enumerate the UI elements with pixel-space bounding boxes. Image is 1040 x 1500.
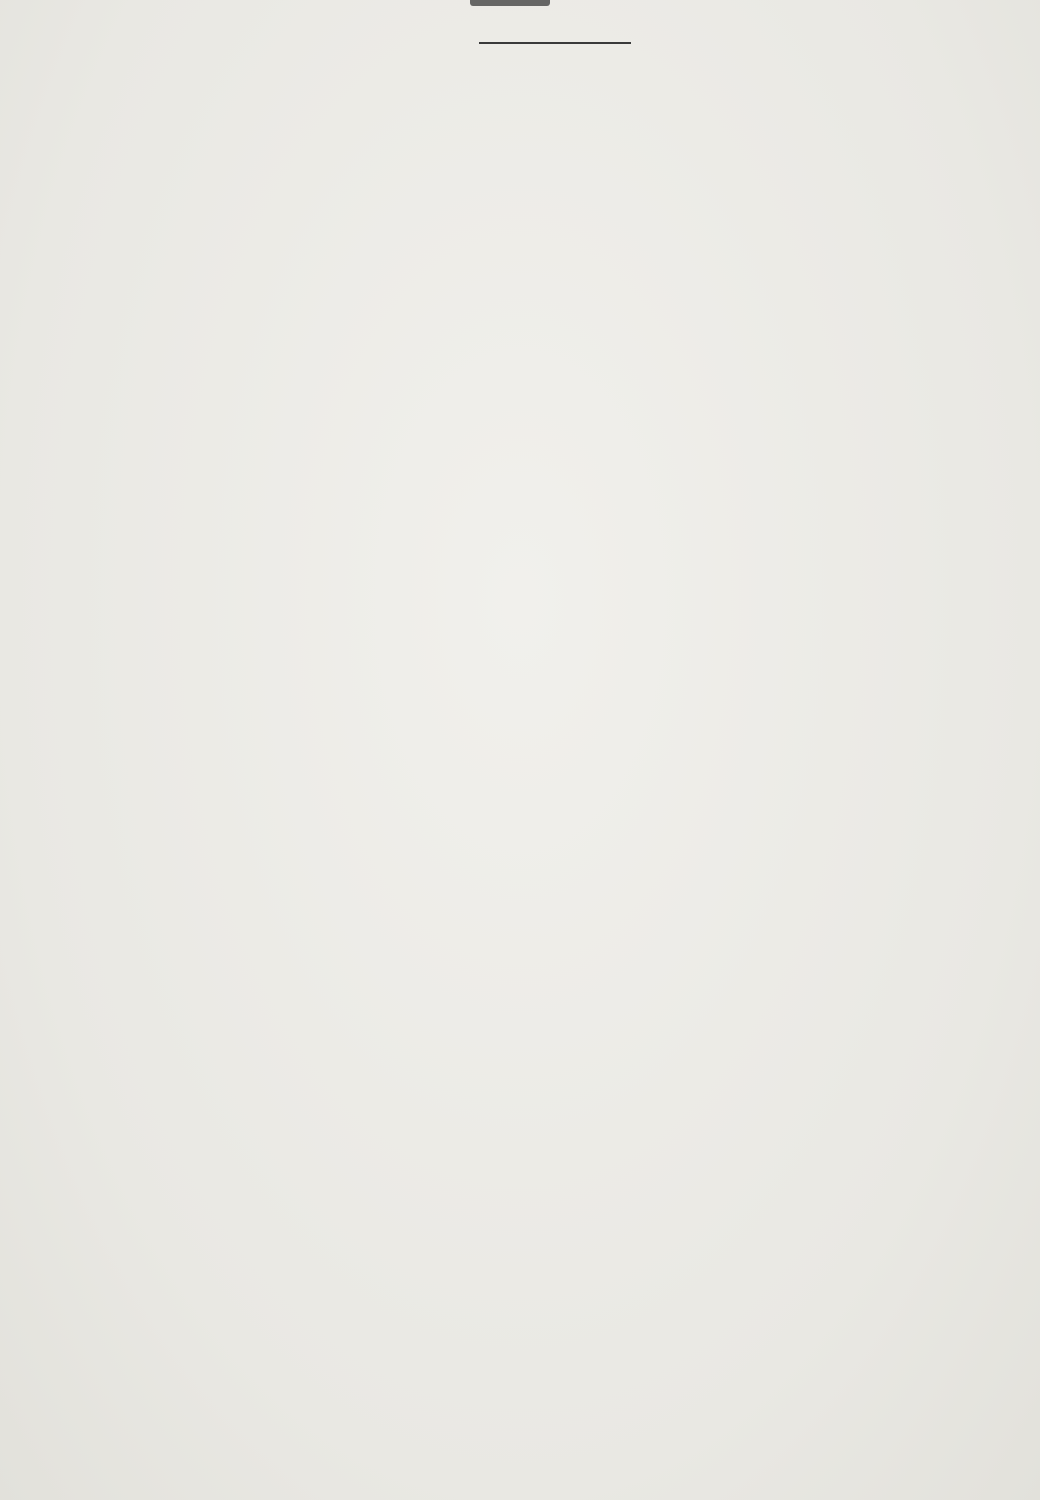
page-number-fragment — [470, 0, 550, 6]
section-divider — [479, 42, 631, 44]
text-block — [60, 30, 890, 60]
